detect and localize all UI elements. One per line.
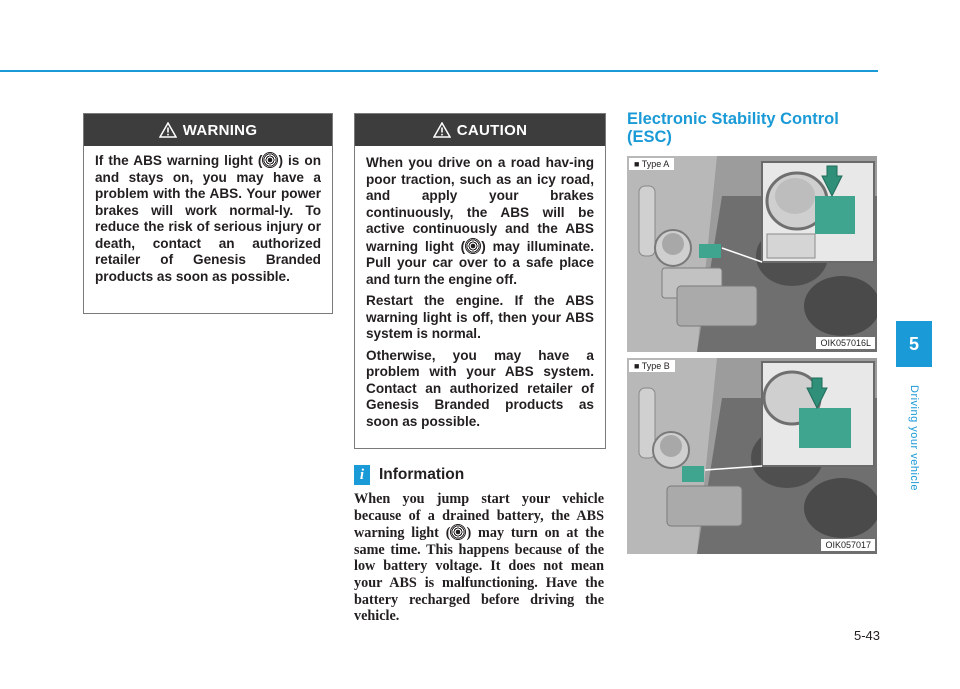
warning-body [84, 146, 332, 300]
chapter-number: 5 [908, 333, 919, 354]
esc-figure-type-b [627, 358, 877, 554]
warning-triangle-icon [433, 122, 451, 138]
caution-header [355, 114, 605, 146]
warning-triangle-icon [159, 122, 177, 138]
section-title: Electronic Stability Control (ESC) [627, 110, 839, 146]
caution-box [354, 113, 606, 449]
page-number: 5-43 [853, 628, 880, 643]
figure-type-label: ■ Type B [629, 360, 675, 372]
information-body [354, 491, 604, 625]
information-text-2: ) may turn on at the same time. This happens because of the low battery voltage. It does not mean your ABS is malfunctioning. Have the battery recharged before driving the vehicle. [354, 525, 604, 625]
caution-title: CAUTION [456, 121, 528, 139]
information-text-1: When you jump start your vehicle because of a drained battery, the ABS warning light ( [354, 491, 604, 542]
figure-type-label: ■ Type A [629, 158, 674, 170]
caution-body [355, 146, 605, 445]
warning-header [84, 114, 332, 146]
info-icon: i [354, 465, 370, 485]
caution-text-3: Restart the engine. If the ABS warning light is off, then your ABS system is normal. [366, 293, 594, 341]
console-illustration [627, 156, 877, 352]
abs-warning-light-icon [262, 152, 278, 168]
caution-text-2: ) may illuminate. Pull your car over to a safe place and turn the engine off. [366, 238, 594, 287]
information-title: Information [379, 466, 465, 483]
warning-title: WARNING [182, 121, 258, 139]
chapter-tab [896, 321, 932, 505]
figure-code: OIK057016L [816, 337, 875, 349]
figure-code: OIK057017 [821, 539, 875, 551]
abs-warning-light-icon [450, 524, 466, 540]
warning-text-1: If the ABS warning light ( [95, 153, 263, 168]
chapter-title: Driving your vehicle [908, 385, 920, 491]
abs-warning-light-icon [465, 238, 481, 254]
esc-figure-type-a [627, 156, 877, 352]
console-illustration [627, 358, 877, 554]
header-rule [0, 70, 878, 72]
information-header [354, 463, 464, 487]
warning-text-2: ) is on and stays on, you may have a problem with the ABS. Your power brakes will work normal-ly. To reduce the risk of serious injury or death, contact an authorized retailer of Genesis Branded products as soon as possible. [95, 153, 321, 284]
warning-box [83, 113, 333, 314]
caution-text-4: Otherwise, you may have a problem with your ABS system. Contact an authorized retailer of Genesis Branded products as soon as possible. [366, 347, 594, 429]
caution-text-1: When you drive on a road hav-ing poor traction, such as an icy road, and apply your brakes continuously, the ABS will be active continuously and the ABS warning light ( [366, 155, 594, 254]
